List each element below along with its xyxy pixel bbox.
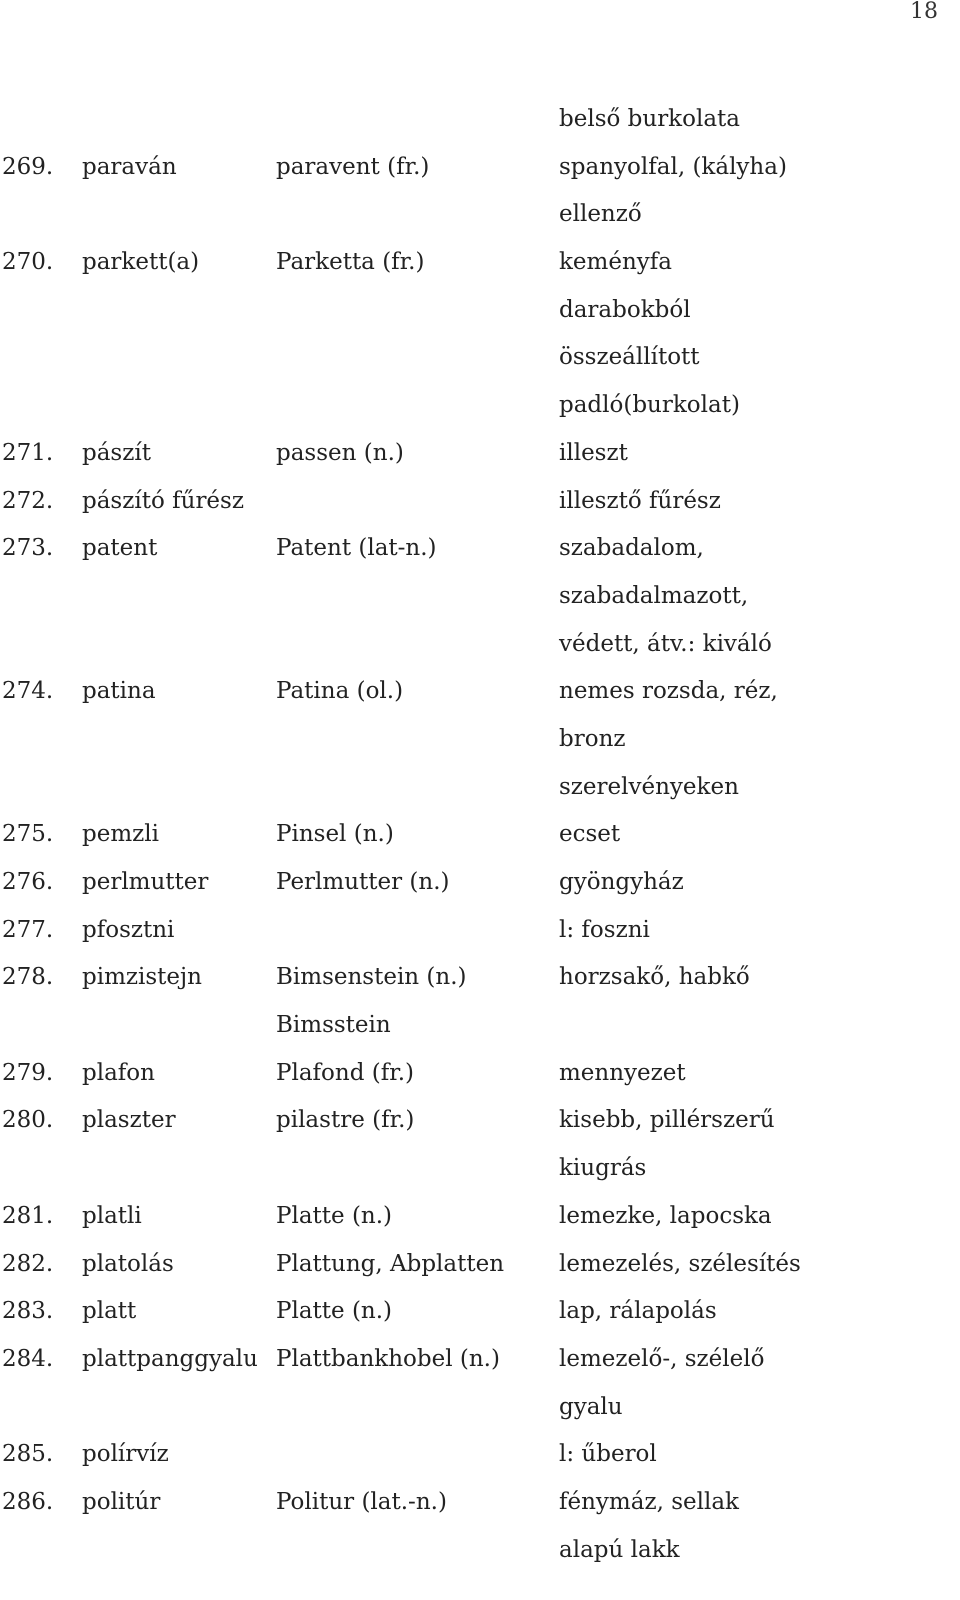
entry-term: pászít [82,439,151,466]
entry-origin: Plattbankhobel (n.) [276,1345,500,1372]
entry-number: 283. [2,1298,54,1325]
glossary-entry [0,668,960,811]
entry-meaning: ecset [559,821,621,848]
entry-line [0,716,960,764]
entry-meaning: kisebb, pillérszerű [559,1107,775,1134]
entry-meaning: lap, rálapolás [559,1298,717,1325]
glossary-entry [0,96,960,144]
entry-number: 282. [2,1250,54,1277]
entry-meaning: kiugrás [559,1155,647,1182]
glossary-entry [0,1193,960,1241]
glossary-entry [0,1050,960,1098]
entry-line [0,382,960,430]
entry-number: 284. [2,1345,54,1372]
entry-origin: Patina (ol.) [276,678,404,705]
glossary-entry [0,859,960,907]
entry-meaning: lemezke, lapocska [559,1202,772,1229]
entry-number: 285. [2,1441,54,1468]
entry-meaning: összeállított [559,344,700,371]
glossary-entry [0,525,960,668]
entry-line [0,334,960,382]
entry-line [0,1527,960,1575]
glossary-entry [0,1479,960,1574]
entry-line [0,954,960,1002]
entry-meaning: szabadalom, [559,535,704,562]
entry-line [0,191,960,239]
entry-origin: pilastre (fr.) [276,1107,415,1134]
entry-meaning: lemezelés, szélesítés [559,1250,801,1277]
entry-number: 281. [2,1202,54,1229]
glossary-entry [0,907,960,955]
entry-number: 272. [2,487,54,514]
entry-term: platolás [82,1250,174,1277]
entry-line [0,478,960,526]
entry-number: 276. [2,869,54,895]
entry-meaning: mennyezet [559,1059,686,1086]
entry-origin: passen (n.) [276,439,404,466]
entry-meaning: horzsakő, habkő [559,964,750,991]
entry-term: plaszter [82,1107,176,1134]
entry-term: polírvíz [82,1441,169,1468]
glossary-entry [0,1288,960,1336]
entry-line [0,1384,960,1432]
entry-origin: Perlmutter (n.) [276,869,450,895]
entry-number: 277. [2,916,54,943]
entry-line [0,859,960,907]
entry-meaning: belső burkolata [559,106,740,132]
entry-meaning: illesztő fűrész [559,487,721,514]
entry-term: perlmutter [82,869,209,895]
entry-term: pfosztni [82,916,175,943]
entry-origin: Plafond (fr.) [276,1059,414,1086]
entry-line [0,1097,960,1145]
entry-line [0,1431,960,1479]
entry-meaning: spanyolfal, (kályha) [559,153,787,180]
entry-term: patent [82,535,158,562]
entry-origin: Bimsstein [276,1012,391,1039]
entry-meaning: bronz [559,725,626,752]
entry-line [0,430,960,478]
entry-line [0,525,960,573]
entry-meaning: alapú lakk [559,1536,680,1563]
entry-meaning: védett, átv.: kiváló [559,630,772,657]
entry-meaning: lemezelő-, szélelő [559,1345,765,1372]
entry-line [0,1288,960,1336]
entry-number: 280. [2,1107,54,1134]
entry-line [0,573,960,621]
entry-number: 278. [2,964,54,991]
entry-number: 273. [2,535,54,562]
entry-number: 274. [2,678,54,705]
entry-term: politúr [82,1488,161,1515]
entry-line [0,907,960,955]
entry-meaning: gyöngyház [559,869,684,895]
entry-line [0,811,960,859]
entry-line [0,144,960,192]
entry-term: pimzistejn [82,964,202,991]
entry-origin: Parketta (fr.) [276,249,425,276]
entry-origin: paravent (fr.) [276,153,430,180]
glossary-entry [0,954,960,1049]
entry-origin: Bimsenstein (n.) [276,964,467,991]
entry-origin: Platte (n.) [276,1202,393,1229]
entry-meaning: ellenző [559,201,642,228]
entry-origin: Pinsel (n.) [276,821,394,848]
entry-meaning: padló(burkolat) [559,392,740,419]
entry-meaning: illeszt [559,439,628,466]
entry-origin: Patent (lat-n.) [276,535,437,562]
entry-line [0,1336,960,1384]
entry-line [0,287,960,335]
entry-line [0,1193,960,1241]
entry-line [0,239,960,287]
entry-term: pászító fűrész [82,487,244,514]
entry-origin: Plattung, Abplatten [276,1250,505,1277]
entry-term: parkett(a) [82,249,200,276]
entry-line [0,1241,960,1289]
entry-number: 279. [2,1059,54,1086]
entry-line [0,764,960,812]
entry-meaning: szabadalmazott, [559,582,749,609]
glossary-entry [0,1431,960,1479]
entry-line [0,1479,960,1527]
entry-line [0,621,960,669]
glossary-entry [0,1336,960,1431]
glossary-entry [0,1097,960,1192]
glossary-entry [0,430,960,478]
glossary-entry [0,478,960,526]
entry-term: paraván [82,153,177,180]
entry-number: 275. [2,821,54,848]
entry-term: plattpanggyalu [82,1345,258,1372]
entry-number: 270. [2,249,54,276]
entry-term: pemzli [82,821,159,848]
glossary-entry [0,1241,960,1289]
entry-number: 286. [2,1488,54,1515]
entry-term: platli [82,1202,142,1229]
entry-term: platt [82,1298,137,1325]
entry-meaning: gyalu [559,1393,623,1420]
entry-meaning: nemes rozsda, réz, [559,678,778,705]
glossary-entry [0,144,960,239]
entry-meaning: l: foszni [559,916,650,943]
entry-term: patina [82,678,156,705]
entry-line [0,1050,960,1098]
entry-line [0,1145,960,1193]
page-number: 18 [910,0,938,24]
entry-term: plafon [82,1059,155,1086]
entry-number: 269. [2,153,54,180]
entry-meaning: keményfa [559,249,673,276]
glossary-entry [0,239,960,430]
entry-meaning: fénymáz, sellak [559,1488,739,1515]
entry-meaning: darabokból [559,296,691,323]
glossary-table [0,96,960,1574]
glossary-entry [0,811,960,859]
entry-line [0,1002,960,1050]
entry-meaning: l: űberol [559,1441,657,1468]
entry-line [0,96,960,144]
entry-number: 271. [2,439,54,466]
entry-line [0,668,960,716]
entry-meaning: szerelvényeken [559,773,739,800]
entry-origin: Politur (lat.-n.) [276,1488,447,1515]
entry-origin: Platte (n.) [276,1298,393,1325]
